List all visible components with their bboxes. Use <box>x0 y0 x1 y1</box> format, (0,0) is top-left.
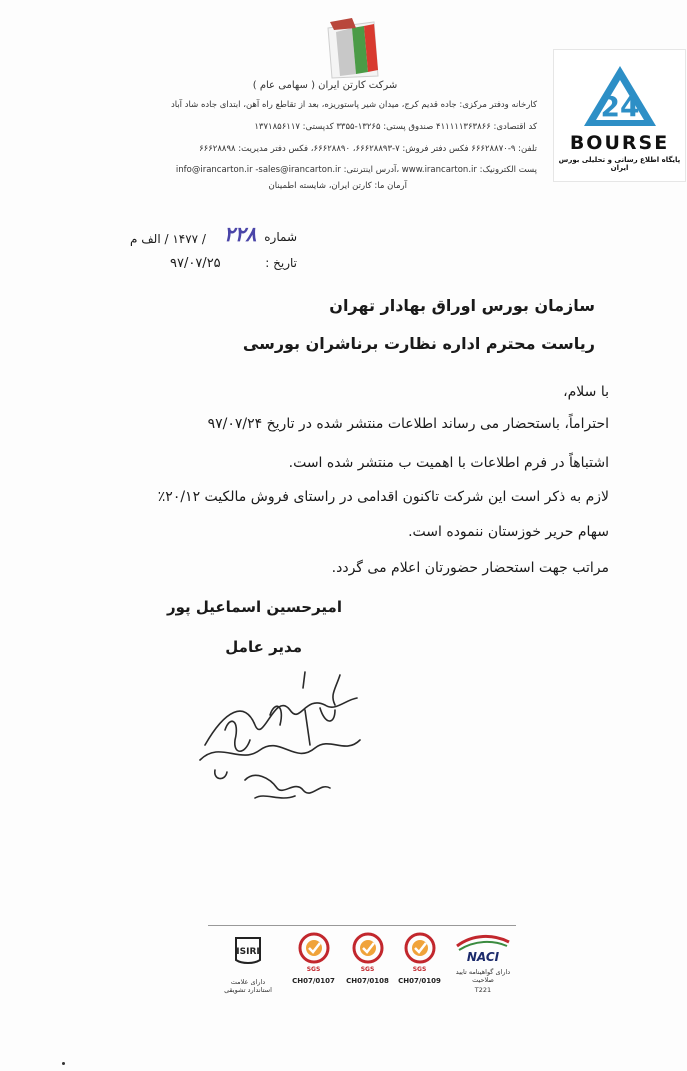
sgs-seal-icon <box>404 932 436 964</box>
standard-caption: دارای علامت استاندارد تشویقی <box>224 978 272 994</box>
badge-subtitle: پایگاه اطلاع رسانی و تحلیلی بورس ایران <box>558 156 681 172</box>
number-label: شماره <box>264 230 297 244</box>
greeting: با سلام، <box>563 384 609 400</box>
naci-code: T221 <box>474 986 492 994</box>
standard-mark <box>220 934 276 994</box>
paragraph-2a: لازم به ذکر است این شرکت تاکنون اقدامی در راستای فروش مالکیت ۲۰/۱۲٪ <box>157 489 609 505</box>
addressee-line-1: سازمان بورس اوراق بهادار تهران <box>329 296 595 315</box>
company-address: کارخانه ودفتر مرکزی: جاده قدیم کرج، میدان شیر پاستوریزه، بعد از تقاطع راه آهن، ابتدای جاده شاد آباد <box>170 100 537 110</box>
bourse-triangle-icon <box>582 64 658 128</box>
standard-seal-icon <box>232 934 264 966</box>
number-suffix: / ۱۴۷۷ / الف م <box>130 232 206 246</box>
date-label: تاریخ : <box>265 256 297 270</box>
cert-code: CH07/0109 <box>398 977 441 985</box>
cert-code: CH07/0108 <box>346 977 389 985</box>
naci-caption: دارای گواهینامه تایید صلاحیت <box>455 968 511 984</box>
addressee-line-2: ریاست محترم اداره نظارت برناشران بورسی <box>242 334 595 353</box>
signatory-title: مدیر عامل <box>225 638 302 656</box>
cert-sgs-3 <box>286 932 341 985</box>
cert-code: CH07/0107 <box>292 977 335 985</box>
naci-label: NACI <box>466 950 500 964</box>
cert-sgs-2 <box>340 932 395 985</box>
sgs-label: SGS <box>412 966 427 973</box>
company-logo-icon <box>322 18 384 80</box>
sgs-seal-icon <box>352 932 384 964</box>
scan-speck <box>62 1062 65 1065</box>
paragraph-1a: احتراماً، باستحضار می رساند اطلاعات منتشر شده در تاریخ ۹۷/۰۷/۲۴ <box>207 416 609 432</box>
svg-text:24: 24 <box>600 90 640 123</box>
cert-sgs-1 <box>392 932 447 985</box>
signatory-name: امیرحسین اسماعیل پور <box>166 598 342 616</box>
number-handwritten: ۲۲۸ <box>224 222 257 246</box>
bourse-badge <box>553 49 686 182</box>
company-name: شرکت کارتن ایران ( سهامی عام ) <box>252 80 398 91</box>
company-web: پست الکترونیک: www.irancarton.ir ،آدرس اینترنتی: info@irancarton.ir -sales@irancarton.ir <box>175 165 537 175</box>
svg-text:ISIRI: ISIRI <box>236 947 260 957</box>
paragraph-1b: اشتباهاً در فرم اطلاعات با اهمیت ب منتشر شده است. <box>288 455 609 471</box>
paragraph-2b: سهام حریر خوزستان ننموده است. <box>408 524 609 540</box>
cert-naci <box>450 932 516 994</box>
badge-word: BOURSE <box>569 132 670 154</box>
sgs-seal-icon <box>298 932 330 964</box>
date-value: ۹۷/۰۷/۲۵ <box>170 256 221 271</box>
company-phones: تلفن: ۹-۶۶۶۲۸۸۷۰ فکس دفتر فروش: ۷-۶۶۶۲۸۸۹۳، ۶۶۶۲۸۸۹۰، فکس دفتر مدیریت: ۶۶۶۲۸۸۹۸ <box>199 144 537 154</box>
sgs-label: SGS <box>360 966 375 973</box>
sgs-label: SGS <box>306 966 321 973</box>
paragraph-3: مراتب جهت استحضار حضورتان اعلام می گردد. <box>331 560 609 576</box>
signature-stamp-icon <box>185 670 370 820</box>
company-motto: آرمان ما: کارتن ایران، شایسته اطمینان <box>268 181 407 191</box>
footer-rule <box>208 925 516 926</box>
company-ids: کد اقتصادی: ۴۱۱۱۱۱۳۶۳۸۶۶ صندوق پستی: ۱۳۲۶۵-۳۳۵۵ کدپستی: ۱۳۷۱۸۵۶۱۱۷ <box>254 122 537 132</box>
